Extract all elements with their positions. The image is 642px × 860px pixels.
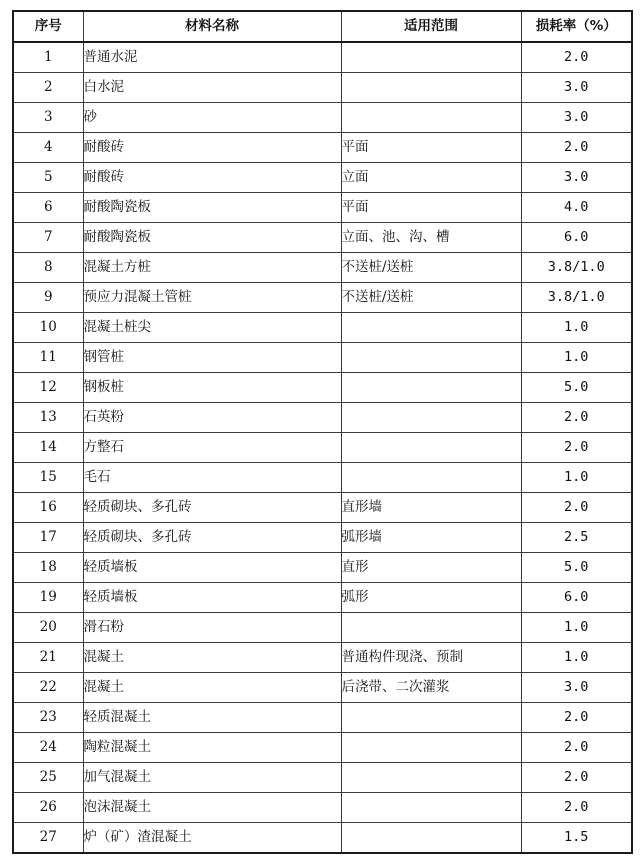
cell-loss-rate: 2.0 xyxy=(521,493,632,523)
table-row xyxy=(13,343,632,373)
cell-loss-rate: 3.0 xyxy=(521,73,632,103)
cell-application-scope xyxy=(341,42,521,73)
cell-application-scope: 不送桩/送桩 xyxy=(341,253,521,283)
cell-material-name: 石英粉 xyxy=(83,403,341,433)
cell-serial-number: 12 xyxy=(13,373,83,403)
table-row xyxy=(13,403,632,433)
cell-application-scope xyxy=(341,313,521,343)
cell-serial-number: 19 xyxy=(13,583,83,613)
cell-loss-rate: 2.0 xyxy=(521,433,632,463)
cell-material-name: 耐酸砖 xyxy=(83,133,341,163)
cell-material-name: 加气混凝土 xyxy=(83,763,341,793)
cell-material-name: 耐酸砖 xyxy=(83,163,341,193)
cell-application-scope: 直形 xyxy=(341,553,521,583)
cell-serial-number: 20 xyxy=(13,613,83,643)
cell-serial-number: 15 xyxy=(13,463,83,493)
cell-application-scope xyxy=(341,343,521,373)
cell-material-name: 方整石 xyxy=(83,433,341,463)
cell-serial-number: 24 xyxy=(13,733,83,763)
table-row xyxy=(13,733,632,763)
cell-material-name: 陶粒混凝土 xyxy=(83,733,341,763)
table-row xyxy=(13,613,632,643)
cell-loss-rate: 2.0 xyxy=(521,733,632,763)
cell-loss-rate: 6.0 xyxy=(521,583,632,613)
cell-application-scope xyxy=(341,103,521,133)
cell-loss-rate: 2.0 xyxy=(521,793,632,823)
cell-loss-rate: 2.0 xyxy=(521,133,632,163)
cell-material-name: 轻质墙板 xyxy=(83,553,341,583)
cell-serial-number: 1 xyxy=(13,42,83,73)
cell-material-name: 毛石 xyxy=(83,463,341,493)
cell-serial-number: 8 xyxy=(13,253,83,283)
cell-serial-number: 17 xyxy=(13,523,83,553)
cell-application-scope: 直形墙 xyxy=(341,493,521,523)
table-body xyxy=(13,42,632,853)
cell-application-scope: 不送桩/送桩 xyxy=(341,283,521,313)
table-row xyxy=(13,793,632,823)
cell-serial-number: 18 xyxy=(13,553,83,583)
cell-loss-rate: 3.0 xyxy=(521,163,632,193)
cell-application-scope xyxy=(341,373,521,403)
cell-serial-number: 10 xyxy=(13,313,83,343)
cell-loss-rate: 4.0 xyxy=(521,193,632,223)
table-header xyxy=(13,11,632,42)
cell-material-name: 轻质墙板 xyxy=(83,583,341,613)
cell-loss-rate: 1.5 xyxy=(521,823,632,854)
header-loss-rate: 损耗率（%） xyxy=(521,11,632,42)
table-row xyxy=(13,373,632,403)
cell-serial-number: 27 xyxy=(13,823,83,854)
cell-application-scope xyxy=(341,403,521,433)
cell-application-scope xyxy=(341,793,521,823)
cell-application-scope: 普通构件现浇、预制 xyxy=(341,643,521,673)
cell-serial-number: 11 xyxy=(13,343,83,373)
header-application-scope: 适用范围 xyxy=(341,11,521,42)
cell-material-name: 混凝土方桩 xyxy=(83,253,341,283)
cell-loss-rate: 3.0 xyxy=(521,673,632,703)
cell-loss-rate: 6.0 xyxy=(521,223,632,253)
cell-application-scope xyxy=(341,823,521,854)
cell-material-name: 预应力混凝土管桩 xyxy=(83,283,341,313)
cell-serial-number: 13 xyxy=(13,403,83,433)
cell-loss-rate: 2.0 xyxy=(521,403,632,433)
cell-loss-rate: 5.0 xyxy=(521,373,632,403)
cell-loss-rate: 1.0 xyxy=(521,613,632,643)
cell-application-scope: 弧形墙 xyxy=(341,523,521,553)
cell-serial-number: 2 xyxy=(13,73,83,103)
cell-serial-number: 25 xyxy=(13,763,83,793)
table-row xyxy=(13,553,632,583)
table-row xyxy=(13,133,632,163)
cell-material-name: 混凝土 xyxy=(83,673,341,703)
cell-application-scope xyxy=(341,613,521,643)
cell-material-name: 砂 xyxy=(83,103,341,133)
cell-material-name: 耐酸陶瓷板 xyxy=(83,193,341,223)
cell-application-scope: 后浇带、二次灌浆 xyxy=(341,673,521,703)
cell-material-name: 轻质混凝土 xyxy=(83,703,341,733)
cell-loss-rate: 2.5 xyxy=(521,523,632,553)
header-serial-number: 序号 xyxy=(13,11,83,42)
table-row xyxy=(13,523,632,553)
cell-material-name: 普通水泥 xyxy=(83,42,341,73)
cell-application-scope xyxy=(341,73,521,103)
cell-loss-rate: 1.0 xyxy=(521,643,632,673)
cell-material-name: 炉（矿）渣混凝土 xyxy=(83,823,341,854)
table-row xyxy=(13,493,632,523)
table-row xyxy=(13,763,632,793)
cell-loss-rate: 2.0 xyxy=(521,42,632,73)
cell-application-scope xyxy=(341,433,521,463)
material-loss-rate-table xyxy=(12,10,633,854)
cell-loss-rate: 3.0 xyxy=(521,103,632,133)
cell-loss-rate: 3.8/1.0 xyxy=(521,253,632,283)
header-material-name: 材料名称 xyxy=(83,11,341,42)
table-row xyxy=(13,433,632,463)
cell-loss-rate: 2.0 xyxy=(521,703,632,733)
cell-application-scope xyxy=(341,763,521,793)
table-row xyxy=(13,253,632,283)
cell-loss-rate: 2.0 xyxy=(521,763,632,793)
cell-serial-number: 9 xyxy=(13,283,83,313)
table-row xyxy=(13,703,632,733)
table-row xyxy=(13,823,632,854)
table-row xyxy=(13,193,632,223)
cell-material-name: 白水泥 xyxy=(83,73,341,103)
table-row xyxy=(13,223,632,253)
table-row xyxy=(13,283,632,313)
cell-material-name: 耐酸陶瓷板 xyxy=(83,223,341,253)
cell-material-name: 混凝土桩尖 xyxy=(83,313,341,343)
cell-material-name: 轻质砌块、多孔砖 xyxy=(83,493,341,523)
cell-application-scope xyxy=(341,703,521,733)
table-row xyxy=(13,73,632,103)
cell-serial-number: 22 xyxy=(13,673,83,703)
cell-application-scope: 立面 xyxy=(341,163,521,193)
cell-loss-rate: 1.0 xyxy=(521,463,632,493)
cell-serial-number: 26 xyxy=(13,793,83,823)
cell-serial-number: 6 xyxy=(13,193,83,223)
cell-loss-rate: 3.8/1.0 xyxy=(521,283,632,313)
table-row xyxy=(13,42,632,73)
cell-serial-number: 16 xyxy=(13,493,83,523)
header-row xyxy=(13,11,632,42)
cell-loss-rate: 1.0 xyxy=(521,343,632,373)
cell-serial-number: 5 xyxy=(13,163,83,193)
cell-application-scope: 平面 xyxy=(341,193,521,223)
table-row xyxy=(13,313,632,343)
cell-material-name: 钢管桩 xyxy=(83,343,341,373)
cell-application-scope: 立面、池、沟、槽 xyxy=(341,223,521,253)
cell-application-scope: 弧形 xyxy=(341,583,521,613)
table-row xyxy=(13,103,632,133)
cell-serial-number: 14 xyxy=(13,433,83,463)
table-row xyxy=(13,583,632,613)
cell-serial-number: 4 xyxy=(13,133,83,163)
table-row xyxy=(13,673,632,703)
cell-serial-number: 21 xyxy=(13,643,83,673)
cell-serial-number: 23 xyxy=(13,703,83,733)
cell-material-name: 轻质砌块、多孔砖 xyxy=(83,523,341,553)
cell-loss-rate: 1.0 xyxy=(521,313,632,343)
cell-material-name: 泡沫混凝土 xyxy=(83,793,341,823)
cell-application-scope: 平面 xyxy=(341,133,521,163)
cell-application-scope xyxy=(341,463,521,493)
table-row xyxy=(13,163,632,193)
cell-material-name: 滑石粉 xyxy=(83,613,341,643)
table-row xyxy=(13,463,632,493)
cell-serial-number: 3 xyxy=(13,103,83,133)
cell-material-name: 混凝土 xyxy=(83,643,341,673)
cell-loss-rate: 5.0 xyxy=(521,553,632,583)
table-row xyxy=(13,643,632,673)
cell-application-scope xyxy=(341,733,521,763)
cell-serial-number: 7 xyxy=(13,223,83,253)
cell-material-name: 钢板桩 xyxy=(83,373,341,403)
